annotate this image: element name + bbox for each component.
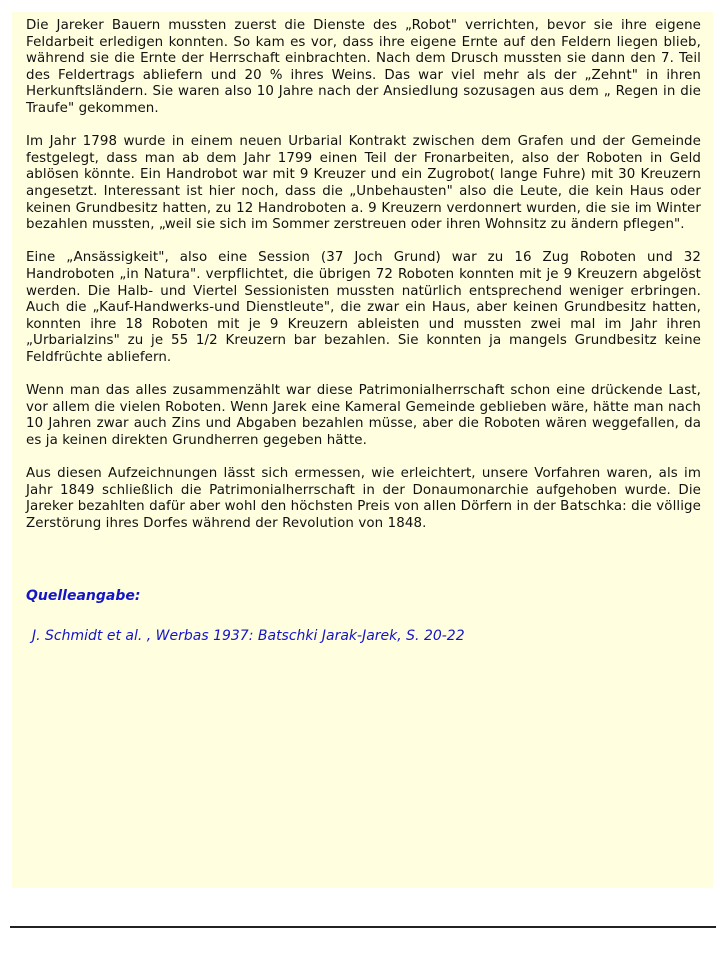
source-reference: J. Schmidt et al. , Werbas 1937: Batschki Jarak-Jarek, S. 20-22 bbox=[32, 628, 465, 645]
paragraph-urbarial-contract: Im Jahr 1798 wurde in einem neuen Urbarial Kontrakt zwischen dem Grafen und der Gemeinde festgelegt, dass man ab dem Jahr 1799 einen Teil der Fronarbeiten, also der Roboten in Geld ablösen könnte. Ein Handrobot war mit 9 Kreuzer und ein Zugrobot( lange Fuhre) mit 30 Kreuzern angesetzt. Interessant ist hier noch, dass die „Unbehausten" also die Leute, die kein Haus oder keinen Grundbesitz hatten, zu 12 Handroboten a. 9 Kreuzern verdonnert wurden, die sie im Winter bezahlen mussten, „weil sie sich im Sommer zerstreuen oder ihren Wohnsitz zu ändern pflegen". bbox=[26, 134, 701, 233]
paragraph-abolition: Aus diesen Aufzeichnungen lässt sich ermessen, wie erleichtert, unsere Vorfahren waren, als im Jahr 1849 schließlich die Patrimonialherrschaft in der Donaumonarchie aufgehoben wurde. Die Jareker bezahlten dafür aber wohl den höchsten Preis von allen Dörfern in der Batschka: die völlige Zerstörung ihres Dorfes während der Revolution von 1848. bbox=[26, 466, 701, 531]
paragraph-robot-duties: Die Jareker Bauern mussten zuerst die Dienste des „Robot" verrichten, bevor sie ihre eigene Feldarbeit erledigen konnten. So kam es vor, dass ihre eigene Ernte auf den Feldern liegen blieb, während sie die Ernte der Herrschaft einbrachten. Nach dem Drusch mussten sie dann den 7. Teil des Feldertrags abliefern und 20 % ihres Weins. Das war viel mehr als der „Zehnt" in ihren Herkunftsländern. Sie waren also 10 Jahre nach der Ansiedlung sozusagen aus dem „ Regen in die Traufe" gekommen. bbox=[26, 18, 701, 116]
paragraph-burden-summary: Wenn man das alles zusammenzählt war diese Patrimonialherrschaft schon eine drückende Last, vor allem die vielen Roboten. Wenn Jarek eine Kameral Gemeinde geblieben wäre, hätte man nach 10 Jahren zwar auch Zins und Abgaben bezahlen müsse, aber die Roboten wären weggefallen, da es ja keinen direkten Grundherren gegeben hätte. bbox=[26, 383, 701, 448]
source-heading: Quelleangabe: bbox=[26, 588, 141, 605]
article-content bbox=[12, 12, 713, 888]
horizontal-divider bbox=[10, 926, 716, 928]
paragraph-session-obligations: Eine „Ansässigkeit", also eine Session (37 Joch Grund) war zu 16 Zug Roboten und 32 Handroboten „in Natura". verpflichtet, die übrigen 72 Roboten konnten mit je 9 Kreuzern abgelöst werden. Die Halb- und Viertel Sessionisten mussten natürlich entsprechend weniger erbringen. Auch die „Kauf-Handwerks-und Dienstleute", die zwar ein Haus, aber keinen Grundbesitz hatten, konnten ihre 18 Roboten mit je 9 Kreuzern ableisten und mussten zwei mal im Jahr ihren „Urbarialzins" zu je 55 1/2 Kreuzern bar bezahlen. Sie konnten ja mangels Grundbesitz keine Feldfrüchte abliefern. bbox=[26, 250, 701, 365]
